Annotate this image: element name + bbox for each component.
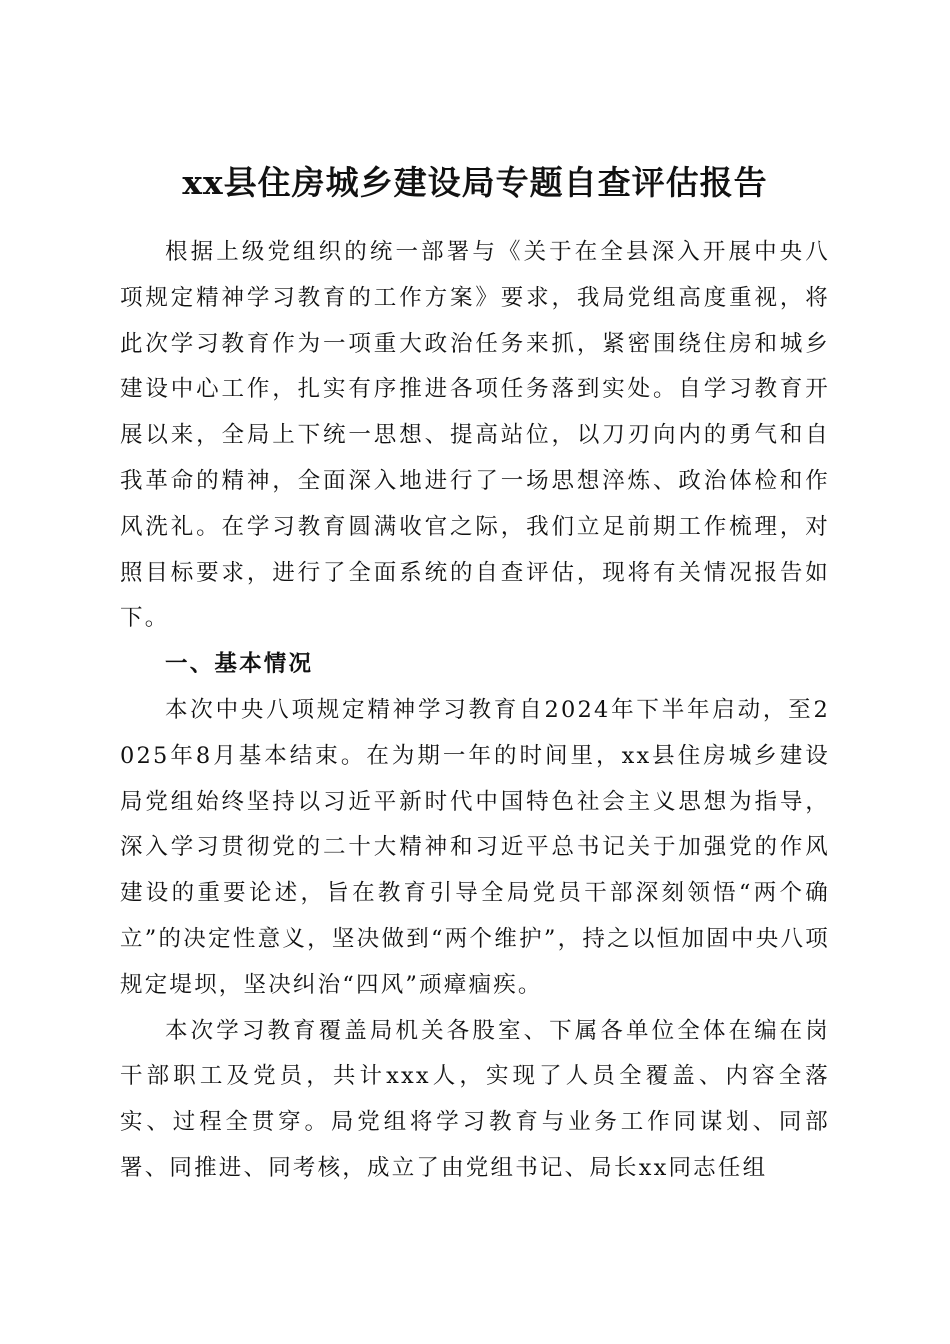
document-title: xx县住房城乡建设局专题自查评估报告	[182, 163, 768, 203]
document-body	[120, 230, 830, 1192]
section-paragraph-2: 本次学习教育覆盖局机关各股室、下属各单位全体在编在岗干部职工及党员，共计xxx人，实现了人员全覆盖、内容全落实、过程全贯穿。局党组将学习教育与业务工作同谋划、同部署、同推进、同考核，成立了由党组书记、局长xx同志任组	[120, 1017, 830, 1181]
intro-paragraph: 根据上级党组织的统一部署与《关于在全县深入开展中央八项规定精神学习教育的工作方案》要求，我局党组高度重视，将此次学习教育作为一项重大政治任务来抓，紧密围绕住房和城乡建设中心工作，扎实有序推进各项任务落到实处。自学习教育开展以来，全局上下统一思想、提高站位，以刀刃向内的勇气和自我革命的精神，全面深入地进行了一场思想淬炼、政治体检和作风洗礼。在学习教育圆满收官之际，我们立足前期工作梳理，对照目标要求，进行了全面系统的自查评估，现将有关情况报告如下。	[120, 239, 830, 632]
section-paragraph-1: 本次中央八项规定精神学习教育自2024年下半年启动，至2025年8月基本结束。在为期一年的时间里，xx县住房城乡建设局党组始终坚持以习近平新时代中国特色社会主义思想为指导，深入学习贯彻党的二十大精神和习近平总书记关于加强党的作风建设的重要论述，旨在教育引导全局党员干部深刻领悟“两个确立”的决定性意义，坚决做到“两个维护”，持之以恒加固中央八项规定堤坝，坚决纠治“四风”顽瘴痼疾。	[120, 696, 830, 998]
section-heading: 一、基本情况	[165, 651, 314, 678]
